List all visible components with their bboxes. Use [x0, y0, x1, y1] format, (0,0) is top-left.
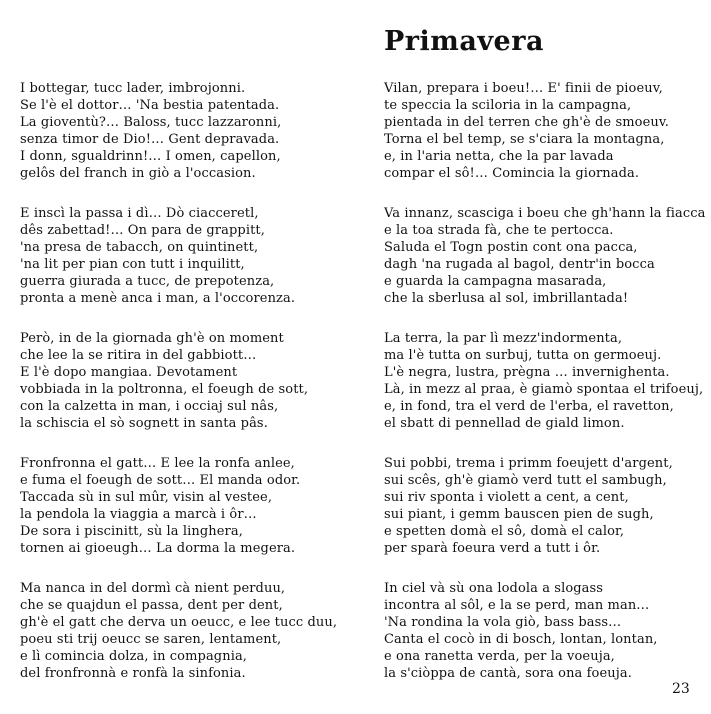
poem-line: e ona ranetta verda, per la voeuja, [384, 649, 615, 664]
poem-line: pientada in del terren che gh'è de smoeuv. [384, 115, 669, 130]
poem-line: Ma nanca in del dormì cà nient perduu, [20, 581, 286, 596]
poem-line: sui piant, i gemm bauscen pien de sugh, [384, 507, 654, 522]
poem-line: pronta a menè anca i man, a l'occorenza. [20, 291, 296, 306]
poem-line: e fuma el foeugh de sott… El manda odor. [20, 473, 301, 488]
poem-line: 'na lit per pian con tutt i inquilitt, [20, 257, 245, 272]
poem-line: I donn, sgualdrinn!… I omen, capellon, [20, 149, 281, 164]
poem-title: Primavera [384, 26, 544, 57]
poem-line: Fronfronna el gatt… E lee la ronfa anlee, [20, 456, 295, 471]
poem-line: E inscì la passa i dì… Dò ciacceretl, [20, 206, 259, 221]
poem-line: el sbatt di pennellad de giald limon. [384, 416, 625, 431]
poem-line: Là, in mezz al praa, è giamò spontaa el trifoeuj, [384, 382, 704, 397]
page-number: 23 [672, 681, 690, 697]
poem-stanza [20, 580, 340, 682]
poem-line: e lì comincia dolza, in compagnia, [20, 649, 248, 664]
poem-stanza [384, 330, 704, 432]
poem-line: Se l'è el dottor… 'Na bestia patentada. [20, 98, 280, 113]
poem-line: sui riv sponta i violett a cent, a cent, [384, 490, 629, 505]
poem-line: La terra, la par lì mezz'indormenta, [384, 331, 623, 346]
poem-line: gelôs del franch in giò a l'occasion. [20, 166, 256, 181]
poem-line: In ciel và sù ona lodola a slogass [384, 581, 604, 596]
poem-line: e guarda la campagna masarada, [384, 274, 607, 289]
poem-line: 'Na rondina la vola giò, bass bass… [384, 615, 622, 630]
poem-line: Va innanz, scasciga i boeu che gh'hann la fiacca [384, 206, 706, 221]
poem-line: Canta el cocò in di bosch, lontan, lontan, [384, 632, 658, 647]
poem-line: vobbiada in la poltronna, el foeugh de sott, [20, 382, 309, 397]
poem-line: La gioventù?… Baloss, tucc lazzaronni, [20, 115, 282, 130]
poem-stanza [20, 80, 340, 182]
poem-line: e la toa strada fà, che te pertocca. [384, 223, 614, 238]
poem-stanza [384, 80, 704, 182]
poem-line: Sui pobbi, trema i primm foeujett d'argent, [384, 456, 673, 471]
poem-line: ma l'è tutta on surbuj, tutta on germoeuj. [384, 348, 662, 363]
poem-line: 'na presa de tabacch, on quintinett, [20, 240, 259, 255]
poem-line: compar el sô!… Comincia la giornada. [384, 166, 640, 181]
poem-line: gh'è el gatt che derva un oeucc, e lee tucc duu, [20, 615, 338, 630]
poem-line: Vilan, prepara i boeu!… E' finii de pioeuv, [384, 81, 663, 96]
poem-stanza [384, 455, 704, 557]
poem-line: L'è negra, lustra, prègna … invernighenta. [384, 365, 670, 380]
right-poem-column [384, 80, 704, 705]
poem-line: e, in l'aria netta, che la par lavada [384, 149, 614, 164]
poem-line: la s'ciòppa de cantà, sora ona foeuja. [384, 666, 632, 681]
poem-line: te speccia la sciloria in la campagna, [384, 98, 632, 113]
poem-line: e spetten domà el sô, domà el calor, [384, 524, 625, 539]
left-poem-column [20, 80, 340, 705]
poem-line: che la sberlusa al sol, imbrillantada! [384, 291, 629, 306]
poem-line: che se quajdun el passa, dent per dent, [20, 598, 283, 613]
poem-line: la pendola la viaggia a marcà i ôr… [20, 507, 257, 522]
poem-line: dagh 'na rugada al bagol, dentr'in bocca [384, 257, 655, 272]
poem-line: la schiscia el sò sognett in santa pâs. [20, 416, 268, 431]
poem-line: incontra al sôl, e la se perd, man man… [384, 598, 650, 613]
poem-stanza [384, 205, 704, 307]
poem-stanza [20, 205, 340, 307]
poem-line: I bottegar, tucc lader, imbrojonni. [20, 81, 246, 96]
poem-stanza [20, 330, 340, 432]
poem-line: con la calzetta in man, i occiaj sul nâs, [20, 399, 279, 414]
poem-line: E l'è dopo mangiaa. Devotament [20, 365, 238, 380]
poem-line: poeu sti trij oeucc se saren, lentament, [20, 632, 282, 647]
poem-line: Torna el bel temp, se s'ciara la montagna, [384, 132, 665, 147]
poem-line: Saluda el Togn postin cont ona pacca, [384, 240, 638, 255]
poem-line: dês zabettad!… On para de grappitt, [20, 223, 265, 238]
poem-line: del fronfronnà e ronfà la sinfonia. [20, 666, 246, 681]
poem-line: e, in fond, tra el verd de l'erba, el ravetton, [384, 399, 674, 414]
poem-line: De sora i piscinitt, sù la linghera, [20, 524, 243, 539]
poem-line: che lee la se ritira in del gabbiott… [20, 348, 257, 363]
poem-line: sui scês, gh'è giamò verd tutt el sambugh, [384, 473, 667, 488]
poem-line: guerra giurada a tucc, de prepotenza, [20, 274, 275, 289]
poem-line: tornen ai gioeugh… La dorma la megera. [20, 541, 296, 556]
poem-line: Però, in de la giornada gh'è on moment [20, 331, 284, 346]
poem-line: Taccada sù in sul mûr, visin al vestee, [20, 490, 273, 505]
poem-line: senza timor de Dio!… Gent depravada. [20, 132, 280, 147]
poem-stanza [20, 455, 340, 557]
poem-stanza [384, 580, 704, 682]
poem-line: per sparà foeura verd a tutt i ôr. [384, 541, 601, 556]
